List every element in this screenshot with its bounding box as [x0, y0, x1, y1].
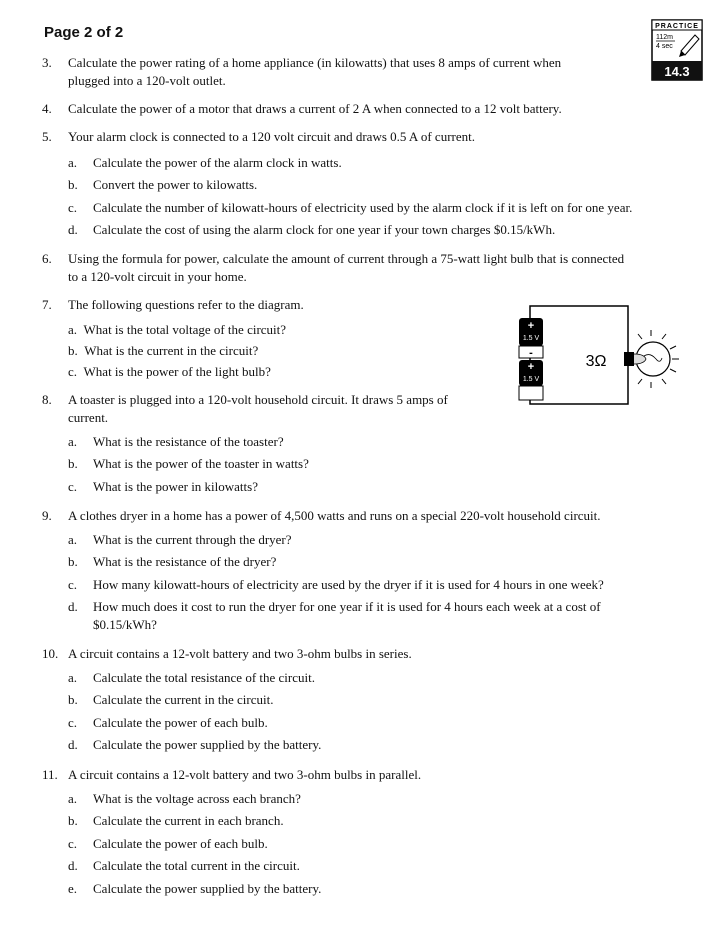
question-text: A clothes dryer in a home has a power of 4,500 watts and runs on a special 220-volt household circuit. [68, 508, 601, 523]
sub-question-text: Calculate the power of the alarm clock in watts. [93, 155, 342, 170]
battery-bottom-plus: + [527, 361, 535, 373]
sub-question-text: $0.15/kWh? [93, 617, 157, 632]
question-number: 8. [42, 392, 52, 407]
sub-question-text: Calculate the total resistance of the circuit. [93, 670, 315, 685]
sub-question-text: What is the current in the circuit? [84, 343, 259, 358]
question-number: 3. [42, 55, 52, 70]
sub-question-text: How many kilowatt-hours of electricity are used by the dryer if it is used for 4 hours in one week? [93, 577, 604, 592]
resistance-label: 3Ω [585, 353, 607, 370]
sub-question-text: What is the power of the light bulb? [83, 364, 271, 379]
question-number: 6. [42, 251, 52, 266]
sub-question-text: Calculate the power supplied by the battery. [93, 737, 322, 752]
sub-question-letter: c. [68, 364, 78, 379]
question-text: Your alarm clock is connected to a 120 volt circuit and draws 0.5 A of current. [68, 129, 475, 144]
sub-question [68, 321, 286, 339]
sub-question-letter: a. [68, 532, 78, 547]
sub-question-text: What is the voltage across each branch? [93, 791, 301, 806]
light-bulb-icon [624, 330, 679, 388]
sub-question-letter: b. [68, 177, 78, 192]
circuit-diagram [516, 304, 691, 414]
sub-question-text: Calculate the number of kilowatt-hours of electricity used by the alarm clock if it is left on for one year. [93, 200, 633, 215]
sub-question-letter: c. [68, 715, 78, 730]
question-text: A circuit contains a 12-volt battery and two 3-ohm bulbs in parallel. [68, 767, 422, 782]
sub-question-text: Calculate the current in each branch. [93, 813, 284, 828]
question-number: 9. [42, 508, 52, 523]
question-text: current. [68, 410, 109, 425]
question-number: 4. [42, 101, 52, 116]
page-title: Page 2 of 2 [44, 24, 124, 41]
sub-question-text: What is the resistance of the dryer? [93, 554, 277, 569]
sub-question-letter: c. [68, 200, 78, 215]
sub-question-letter: b. [68, 692, 78, 707]
question-text: plugged into a 120-volt outlet. [68, 73, 226, 88]
sub-question-letter: d. [68, 858, 78, 873]
question-text: Calculate the power rating of a home appliance (in kilowatts) that uses 8 amps of current when [68, 55, 562, 70]
question-text: Calculate the power of a motor that draws a current of 2 A when connected to a 12 volt battery. [68, 101, 562, 116]
question-text: to a 120-volt circuit in your home. [68, 269, 247, 284]
sub-question-text: What is the resistance of the toaster? [93, 434, 284, 449]
sub-question-letter: b. [68, 343, 78, 358]
sub-question-letter: c. [68, 836, 78, 851]
battery-bottom [519, 360, 543, 400]
battery-top-minus: - [529, 347, 533, 359]
sub-question-letter: a. [68, 670, 78, 685]
sub-question-text: What is the total voltage of the circuit? [83, 322, 287, 337]
sub-question [68, 363, 271, 381]
sub-question-letter: a. [68, 155, 78, 170]
sub-question-text: How much does it cost to run the dryer for one year if it is used for 4 hours each week at a cost of [93, 599, 601, 614]
sub-question-letter: d. [68, 599, 78, 614]
sub-question-text: What is the power of the toaster in watts? [93, 456, 309, 471]
sub-question-text: Calculate the power of each bulb. [93, 715, 268, 730]
question-number: 11. [42, 767, 58, 782]
battery-top-plus: + [527, 320, 535, 332]
practice-badge [651, 19, 703, 81]
sub-question-letter: b. [68, 813, 78, 828]
sub-question-text: What is the current through the dryer? [93, 532, 292, 547]
badge-formula-bottom: 4 sec [656, 43, 673, 50]
sub-question-text: Calculate the current in the circuit. [93, 692, 274, 707]
sub-question-letter: b. [68, 456, 78, 471]
battery-bottom-label: 1.5 V [522, 376, 540, 383]
sub-question-text: Convert the power to kilowatts. [93, 177, 258, 192]
sub-question-letter: a. [68, 434, 78, 449]
sub-question-letter: d. [68, 737, 78, 752]
sub-question-text: What is the power in kilowatts? [93, 479, 258, 494]
sub-question-letter: a. [68, 322, 78, 337]
question-number: 10. [42, 646, 59, 661]
sub-question-letter: e. [68, 881, 78, 896]
sub-question-text: Calculate the cost of using the alarm clock for one year if your town charges $0.15/kWh. [93, 222, 556, 237]
battery-top [519, 318, 543, 359]
sub-question-text: Calculate the power supplied by the battery. [93, 881, 322, 896]
question-text: Using the formula for power, calculate the amount of current through a 75-watt light bulb that is connected [68, 251, 625, 266]
battery-top-label: 1.5 V [522, 335, 540, 342]
circuit-wire [527, 306, 628, 404]
question-text: A toaster is plugged into a 120-volt household circuit. It draws 5 amps of [68, 392, 448, 407]
sub-question [68, 342, 258, 360]
badge-number: 14.3 [664, 64, 690, 79]
sub-question-letter: c. [68, 479, 78, 494]
sub-question-text: Calculate the power of each bulb. [93, 836, 268, 851]
sub-question-letter: d. [68, 222, 78, 237]
badge-label: PRACTICE [655, 23, 699, 30]
question-text: The following questions refer to the diagram. [68, 297, 304, 312]
question-number: 5. [42, 129, 52, 144]
sub-question-letter: a. [68, 791, 78, 806]
sub-question-letter: c. [68, 577, 78, 592]
question-number: 7. [42, 297, 52, 312]
question-text: A circuit contains a 12-volt battery and two 3-ohm bulbs in series. [68, 646, 412, 661]
sub-question-text: Calculate the total current in the circuit. [93, 858, 300, 873]
sub-question-letter: b. [68, 554, 78, 569]
badge-formula-top: 112m [656, 34, 673, 41]
